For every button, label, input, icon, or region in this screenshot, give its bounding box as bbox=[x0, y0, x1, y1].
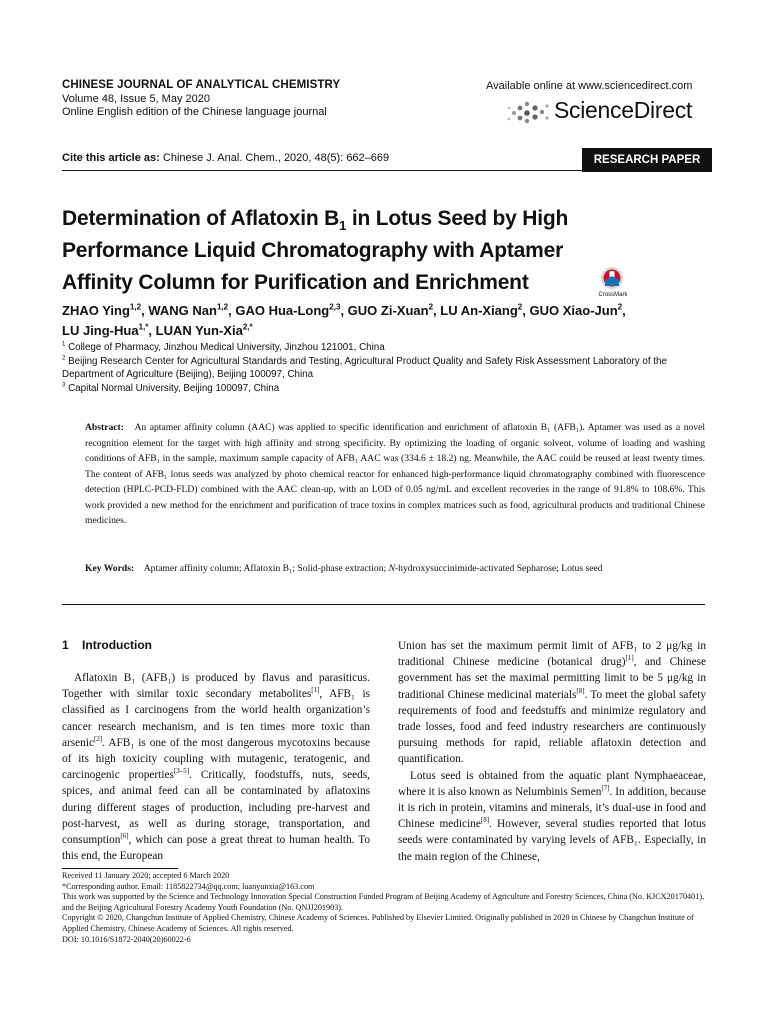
journal-edition: Online English edition of the Chinese language journal bbox=[62, 106, 327, 118]
citation-marker[interactable]: [1] bbox=[311, 686, 320, 695]
author-name: GUO Zi-Xuan bbox=[347, 303, 429, 318]
body-column-right bbox=[398, 638, 706, 865]
corresponding-author-note: *Corresponding author. Email: 1185822734@qq.com; luanyunxia@163.com bbox=[62, 881, 315, 891]
journal-name: CHINESE JOURNAL OF ANALYTICAL CHEMISTRY bbox=[62, 79, 341, 91]
author-affiliation-marker: 2 bbox=[428, 302, 434, 312]
author-name: LU Jing-Hua bbox=[62, 323, 139, 338]
author-list-line-2: LU Jing-Hua$^{1,*}$, LUAN Yun-Xia$^{2,*}$ bbox=[62, 322, 253, 338]
author-name: ZHAO Ying bbox=[62, 303, 130, 318]
citation-marker[interactable]: [7] bbox=[601, 784, 610, 793]
author-affiliation-marker: 2 bbox=[617, 302, 623, 312]
citation-marker[interactable]: [1] bbox=[625, 654, 634, 663]
paragraph: Union has set the maximum permit limit of AFB₁ to 2 μg/kg in traditional Chinese medicine (botanical drug)[1], and Chinese government has set the maximal permitting limit to be 5 μg/kg in traditional Chinese medicinal materials[8]. To meet the global safety requirements of food and feedstuffs and minimize regulatory and trade losses, food and feed industry researchers are continuously pursuing methods for rapid, reliable aflatoxin detection and quantification. bbox=[398, 640, 707, 766]
author-affiliation-marker: 1,2 bbox=[129, 302, 142, 312]
abstract-divider bbox=[62, 604, 705, 605]
crossmark-label: CrossMark bbox=[598, 292, 628, 298]
citation-marker[interactable]: [6] bbox=[120, 832, 129, 841]
author-name: GAO Hua-Long bbox=[235, 303, 330, 318]
article-title-line-2: Performance Liquid Chromatography with Aptamer bbox=[62, 239, 564, 262]
author-list-line-1: ZHAO Ying$^{1,2}$, WANG Nan$^{1,2}$, GAO Hua-Long$^{2,3}$, GUO Zi-Xuan$^2$, LU An-Xiang$^2$, GUO Xiao-Jun$^2$, bbox=[62, 302, 626, 318]
author-affiliation-marker: 1,2 bbox=[216, 302, 229, 312]
abstract-label: Abstract: bbox=[85, 422, 124, 433]
paragraph: Aflatoxin B₁ (AFB₁) is produced by flavus and parasiticus. Together with similar toxic secondary metabolites[1], AFB₁ is classified as I carcinogens from the world health organization’s cancer research mechanism, and is ten times more toxic than arsenic[2]. AFB₁ is one of the most dangerous mycotoxins because of its high toxicity coupling with mutagenic, teratogenic, and carcinogenic properties[3–5]. Critically, foodstuffs, nuts, seeds, spices, and animal feed can all be contaminated by aflatoxins during different stages of production, including pre-harvest and post-harvest, as well as during storage, transportation, and consumption[6], which can pose a great threat to human health. To this end, the European bbox=[62, 672, 370, 863]
research-paper-badge: RESEARCH PAPER bbox=[582, 148, 712, 172]
cite-text: Chinese J. Anal. Chem., 2020, 48(5): 662–669 bbox=[159, 152, 390, 164]
author-name: LUAN Yun-Xia bbox=[155, 323, 243, 338]
doi-note: DOI: 10.1016/S1872-2040(20)60022-6 bbox=[62, 934, 191, 944]
affiliation-1: $^1$ College of Pharmacy, Jinzhou Medical University, Jinzhou 121001, China bbox=[62, 341, 385, 353]
sciencedirect-logo bbox=[506, 95, 696, 127]
citation-marker[interactable]: [2] bbox=[94, 735, 103, 744]
keywords-label: Key Words: bbox=[85, 563, 135, 574]
affiliation-3: $^3$ Capital Normal University, Beijing 100097, China bbox=[62, 382, 280, 394]
sciencedirect-wordmark: ScienceDirect bbox=[554, 97, 692, 123]
header-divider bbox=[62, 170, 712, 171]
body-column-left bbox=[62, 670, 370, 864]
available-online-text: Available online at www.sciencedirect.com bbox=[486, 80, 693, 92]
author-name: WANG Nan bbox=[148, 303, 217, 318]
keywords: Key Words: Aptamer affinity column; Aflatoxin B₁; Solid-phase extraction; N-hydroxysuccinimide-activated Sepharose; Lotus seed bbox=[85, 563, 603, 574]
author-affiliation-marker: 2,* bbox=[242, 322, 253, 332]
author-name: GUO Xiao-Jun bbox=[529, 303, 618, 318]
author-affiliation-marker: 2,3 bbox=[329, 302, 341, 312]
cite-line bbox=[62, 152, 389, 164]
crossmark-icon bbox=[600, 266, 624, 290]
author-name: LU An-Xiang bbox=[440, 303, 518, 318]
crossmark-badge[interactable] bbox=[596, 266, 630, 302]
section-heading-introduction: 1 Introduction bbox=[62, 638, 153, 652]
citation-marker[interactable]: [3–5] bbox=[173, 767, 190, 776]
abstract bbox=[85, 420, 705, 529]
citation-marker[interactable]: [8] bbox=[480, 816, 490, 825]
sciencedirect-dots-icon bbox=[506, 99, 552, 125]
copyright-note: Copyright © 2020, Changchun Institute of Applied Chemistry, Chinese Academy of Sciences. Published by Elsevier Limited. Originally published in 2020 in Chinese by Changchun Institute of Applied Chemistry, Chinese Academy of Sciences. All rights reserved. bbox=[62, 913, 694, 933]
author-affiliation-marker: 1,* bbox=[138, 322, 149, 332]
footnote-divider bbox=[62, 868, 178, 869]
abstract-text: An aptamer affinity column (AAC) was applied to specific identification and enrichment of aflatoxin B₁ (AFB₁). Aptamer was used as a novel recognition element for the target with high affinity and strong specificity. By optimizing the loading of organic solvent, volume of loading and washing conditions of AFB₁ in the sample, maximum sample capacity of AFB₁ AAC was (334.6 ± 18.2) ng. Meanwhile, the AAC could be reused at least twenty times. The content of AFB₁ lotus seeds was analyzed by photo chemical reactor for enhanced high-performance liquid chromatography combined with fluorescence detection (HPLC-PCD-FLD) combined with the AAC clean-up, with an LOD of 0.05 ng/mL and excellent recoveries in the range of 91.8% to 108.6%. This work provided a new method for the enrichment and purification of trace toxins in complex matrices such as food, agricultural products and traditional Chinese medicines. bbox=[85, 422, 706, 526]
article-title-line-3: Affinity Column for Purification and Enrichment bbox=[62, 271, 529, 294]
funding-note: This work was supported by the Science and Technology Innovation Special Construction Funded Program of Beijing Academy of Agriculture and Forestry Sciences, China (No. KJCX20170401), and the Beijing Agricultural Forestry Academy Youth Foundation (No. QNJJ201903). bbox=[62, 892, 705, 912]
footnotes bbox=[62, 871, 707, 945]
article-title-line-1: Determination of Aflatoxin $B_1$ in Lotus Seed by High bbox=[62, 207, 569, 234]
author-affiliation-marker: 2 bbox=[517, 302, 523, 312]
received-date-note: Received 11 January 2020; accepted 6 March 2020 bbox=[62, 871, 230, 880]
affiliation-2: $^2$ Beijing Research Center for Agricultural Standards and Testing, Agricultural Product Quality and Safety Risk Assessment Laboratory of the Department of Agriculture (Beijing), Beijing 100097, China bbox=[62, 355, 667, 380]
journal-volume: Volume 48, Issue 5, May 2020 bbox=[62, 93, 210, 105]
cite-label: Cite this article as: bbox=[62, 152, 160, 164]
citation-marker[interactable]: [8] bbox=[576, 686, 585, 695]
paragraph: Lotus seed is obtained from the aquatic plant Nymphaeaceae, where it is also known as Nelumbinis Semen[7]. In addition, because it is rich in protein, vitamins and minerals, it’s dual-use in food and Chinese medicine[8]. However, several studies reported that lotus seeds were contaminated by varying levels of AFB₁. Especially, in the main region of the Chinese, bbox=[398, 769, 706, 863]
